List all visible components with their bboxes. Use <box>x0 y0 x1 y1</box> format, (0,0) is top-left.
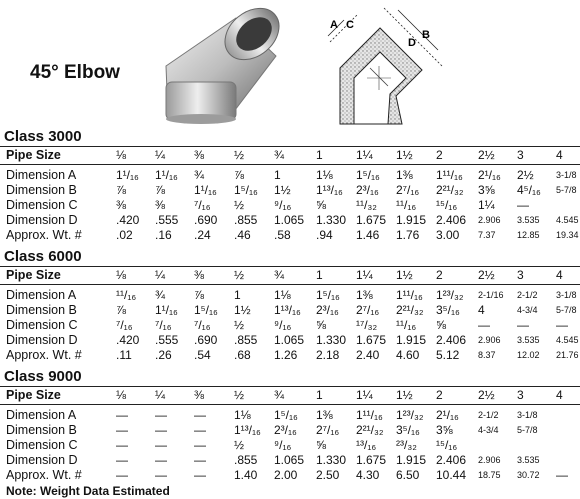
table-cell: 3.535 <box>517 335 540 345</box>
pipe-size-cell: 2 <box>436 148 443 162</box>
table-cell: 1.675 <box>356 213 387 227</box>
table-cell: 1¹/₁₆ <box>194 183 217 197</box>
table-cell: .16 <box>155 228 172 242</box>
table-cell: 1⁵/₁₆ <box>194 303 218 317</box>
table-cell: 3.535 <box>517 215 540 225</box>
table-cell: 1.065 <box>274 453 305 467</box>
table-cell: 3-1/8 <box>517 410 538 420</box>
class-title: Class 3000 <box>4 128 82 145</box>
pipe-size-cell: ⅜ <box>194 268 205 282</box>
table-row <box>0 168 580 182</box>
table-cell: ¹⁵/₁₆ <box>436 198 458 212</box>
pipe-size-cell: 2½ <box>478 268 495 282</box>
table-row <box>0 438 580 452</box>
table-cell: 2½ <box>517 168 534 182</box>
table-cell: 3⁵/₁₆ <box>396 423 420 437</box>
table-cell: 1¹¹/₁₆ <box>396 288 423 302</box>
table-cell: 18.75 <box>478 470 501 480</box>
table-cell: ²³/₃₂ <box>396 438 417 452</box>
table-cell: .690 <box>194 333 218 347</box>
table-cell: 1⅜ <box>316 408 333 422</box>
table-cell: 1½ <box>274 183 291 197</box>
table-row <box>0 453 580 467</box>
table-cell: 2³/₁₆ <box>316 303 339 317</box>
table-cell: 4 <box>478 303 485 317</box>
table-cell: 7.37 <box>478 230 496 240</box>
table-cell: 2.406 <box>436 213 467 227</box>
table-cell: 2⁷/₁₆ <box>396 183 420 197</box>
table-cell: 5-7/8 <box>556 185 577 195</box>
label-a: A <box>330 19 338 31</box>
pipe-size-cell: ¾ <box>274 148 285 162</box>
table-cell: .855 <box>234 453 258 467</box>
table-cell: 1⁵/₁₆ <box>274 408 298 422</box>
table-cell: .68 <box>234 348 251 362</box>
table-cell: 1.915 <box>396 333 427 347</box>
table-cell: .420 <box>116 213 140 227</box>
table-cell: 1.065 <box>274 213 305 227</box>
table-cell: 10.44 <box>436 468 467 482</box>
table-cell: 2²¹/₃₂ <box>436 183 464 197</box>
table-row <box>0 333 580 347</box>
table-cell: 4.30 <box>356 468 380 482</box>
table-cell: — <box>478 318 490 332</box>
table-cell: ⅞ <box>116 303 127 317</box>
table-cell: .420 <box>116 333 140 347</box>
table-cell: 3-1/8 <box>556 290 577 300</box>
table-cell: 5.12 <box>436 348 460 362</box>
header-label: Pipe Size <box>6 268 61 282</box>
table-cell: 2.406 <box>436 453 467 467</box>
pipe-size-cell: 1½ <box>396 148 413 162</box>
pipe-size-cell: 2 <box>436 268 443 282</box>
table-cell: ½ <box>234 198 245 212</box>
table-cell: .855 <box>234 213 258 227</box>
table-cell: 1.26 <box>274 348 298 362</box>
table-cell: ⅝ <box>316 438 327 452</box>
pipe-size-cell: 3 <box>517 148 524 162</box>
table-cell: 2.18 <box>316 348 340 362</box>
table-cell: 1 <box>274 168 281 182</box>
table-cell: ¹⁵/₁₆ <box>436 438 458 452</box>
table-cell: 2³/₁₆ <box>274 423 297 437</box>
table-cell: — <box>194 408 206 422</box>
row-label: Dimension D <box>6 333 78 347</box>
table-cell: .46 <box>234 228 251 242</box>
row-label: Dimension A <box>6 408 77 422</box>
table-cell: 1.76 <box>396 228 420 242</box>
table-cell: 3.00 <box>436 228 460 242</box>
table-cell: 1¹/₁₆ <box>116 168 139 182</box>
table-cell: ⁷/₁₆ <box>194 198 211 212</box>
pipe-size-cell: ½ <box>234 268 245 282</box>
pipe-size-cell: ⅜ <box>194 148 205 162</box>
table-cell: 4.60 <box>396 348 420 362</box>
header-row <box>0 386 580 405</box>
table-cell: .855 <box>234 333 258 347</box>
table-cell: 5-7/8 <box>556 305 577 315</box>
table-cell: 1¹¹/₁₆ <box>356 408 383 422</box>
table-cell: ½ <box>234 438 245 452</box>
table-cell: ⁷/₁₆ <box>155 318 172 332</box>
table-cell: 1⅛ <box>274 288 291 302</box>
dimension-drawing <box>318 2 450 128</box>
pipe-size-cell: ¼ <box>155 148 166 162</box>
table-cell: 1¹³/₁₆ <box>234 423 261 437</box>
table-cell: ½ <box>234 318 245 332</box>
table-cell: 3⅝ <box>436 423 453 437</box>
table-cell: 3-1/8 <box>556 170 577 180</box>
table-cell: 1.065 <box>274 333 305 347</box>
row-label: Approx. Wt. # <box>6 228 82 242</box>
pipe-size-cell: 2 <box>436 388 443 402</box>
table-cell: 12.85 <box>517 230 540 240</box>
table-cell: 1⅛ <box>234 408 251 422</box>
table-cell: ⅞ <box>194 288 205 302</box>
header-row <box>0 266 580 285</box>
table-cell: .02 <box>116 228 133 242</box>
table-cell: ¹¹/₁₆ <box>396 198 417 212</box>
table-cell: 8.37 <box>478 350 496 360</box>
pipe-size-cell: 2½ <box>478 388 495 402</box>
table-row <box>0 228 580 242</box>
table-cell: .58 <box>274 228 291 242</box>
table-cell: ¹¹/₁₆ <box>396 318 417 332</box>
table-cell: .54 <box>194 348 211 362</box>
table-cell: 2.406 <box>436 333 467 347</box>
table-cell: ⁹/₁₆ <box>274 198 292 212</box>
header-label: Pipe Size <box>6 148 61 162</box>
table-row <box>0 288 580 302</box>
table-cell: — <box>155 408 167 422</box>
table-cell: 2⁷/₁₆ <box>316 423 340 437</box>
table-row <box>0 423 580 437</box>
table-cell: .26 <box>155 348 172 362</box>
table-cell: 1.330 <box>316 213 347 227</box>
table-cell: 2-1/2 <box>517 290 538 300</box>
table-cell: 4.545 <box>556 335 579 345</box>
table-cell: 19.34 <box>556 230 579 240</box>
table-cell: ¾ <box>194 168 205 182</box>
pipe-size-cell: 1 <box>316 268 323 282</box>
table-cell: — <box>116 423 128 437</box>
table-cell: — <box>556 468 568 482</box>
table-cell: .555 <box>155 333 179 347</box>
table-cell: 2.906 <box>478 215 501 225</box>
table-cell: 21.76 <box>556 350 579 360</box>
table-cell: 1⁵/₁₆ <box>316 288 340 302</box>
pipe-size-cell: 1¼ <box>356 388 373 402</box>
table-cell: 2-1/2 <box>478 410 499 420</box>
table-cell: 1 <box>234 288 241 302</box>
table-cell: 2.906 <box>478 455 501 465</box>
table-cell: 1.675 <box>356 453 387 467</box>
table-cell: 1²³/₃₂ <box>396 408 424 422</box>
pipe-size-cell: ¾ <box>274 268 285 282</box>
table-cell: 2.00 <box>274 468 298 482</box>
pipe-size-cell: ⅛ <box>116 268 127 282</box>
table-cell: 1⅛ <box>316 168 333 182</box>
table-cell: 2¹/₁₆ <box>478 168 501 182</box>
table-cell: — <box>517 198 529 212</box>
table-cell: ⅝ <box>436 318 447 332</box>
table-cell: .555 <box>155 213 179 227</box>
pipe-size-cell: 4 <box>556 388 563 402</box>
table-row <box>0 318 580 332</box>
header-row <box>0 146 580 165</box>
table-cell: 1.46 <box>356 228 380 242</box>
table-row <box>0 408 580 422</box>
table-cell: 2³/₁₆ <box>356 183 379 197</box>
table-cell: — <box>517 318 529 332</box>
pipe-size-cell: 1¼ <box>356 148 373 162</box>
table-cell: 3.535 <box>517 455 540 465</box>
pipe-size-cell: 1 <box>316 388 323 402</box>
table-cell: 6.50 <box>396 468 420 482</box>
pipe-size-cell: ½ <box>234 388 245 402</box>
table-cell: 1¼ <box>478 198 495 212</box>
table-cell: ¹⁷/₃₂ <box>356 318 378 332</box>
pipe-size-cell: ¼ <box>155 388 166 402</box>
page-title: 45° Elbow <box>30 62 120 83</box>
table-cell: ¹³/₁₆ <box>356 438 377 452</box>
pipe-size-cell: 1½ <box>396 268 413 282</box>
table-cell: ⁹/₁₆ <box>274 318 292 332</box>
table-cell: ⅝ <box>316 198 327 212</box>
table-cell: 2¹/₁₆ <box>436 408 459 422</box>
table-cell: ¹¹/₃₂ <box>356 198 377 212</box>
row-label: Dimension C <box>6 318 78 332</box>
elbow-photo <box>148 4 288 124</box>
pipe-size-cell: ⅛ <box>116 148 127 162</box>
table-cell: ⅞ <box>155 183 166 197</box>
pipe-size-cell: ⅜ <box>194 388 205 402</box>
table-cell: — <box>116 408 128 422</box>
table-cell: 5-7/8 <box>517 425 538 435</box>
table-cell: 1.330 <box>316 333 347 347</box>
table-cell: 1¹/₁₆ <box>155 168 178 182</box>
table-cell: ⁹/₁₆ <box>274 438 292 452</box>
table-row <box>0 213 580 227</box>
table-row <box>0 348 580 362</box>
pipe-size-cell: 4 <box>556 148 563 162</box>
table-cell: — <box>155 453 167 467</box>
table-cell: — <box>194 468 206 482</box>
table-cell: 4-3/4 <box>517 305 538 315</box>
table-cell: ⅞ <box>116 183 127 197</box>
table-cell: 2.40 <box>356 348 380 362</box>
header-label: Pipe Size <box>6 388 61 402</box>
pipe-size-cell: ⅛ <box>116 388 127 402</box>
table-cell: — <box>116 438 128 452</box>
table-cell: 1¹/₁₆ <box>155 303 178 317</box>
table-cell: 1⁵/₁₆ <box>356 168 380 182</box>
table-row <box>0 468 580 482</box>
pipe-size-cell: 1 <box>316 148 323 162</box>
table-cell: 1.915 <box>396 453 427 467</box>
table-row <box>0 198 580 212</box>
label-c: C <box>346 19 354 31</box>
table-cell: ¾ <box>155 288 166 302</box>
table-row <box>0 183 580 197</box>
table-cell: 1²³/₃₂ <box>436 288 464 302</box>
table-cell: 1¹³/₁₆ <box>274 303 301 317</box>
row-label: Approx. Wt. # <box>6 468 82 482</box>
table-cell: 3⁵/₁₆ <box>436 303 460 317</box>
row-label: Dimension D <box>6 213 78 227</box>
pipe-size-cell: 2½ <box>478 148 495 162</box>
table-cell: 2²¹/₃₂ <box>396 303 424 317</box>
table-cell: ⅞ <box>234 168 245 182</box>
row-label: Dimension D <box>6 453 78 467</box>
table-cell: ⅜ <box>155 198 166 212</box>
row-label: Dimension A <box>6 288 77 302</box>
header <box>0 0 580 128</box>
pipe-size-cell: ¼ <box>155 268 166 282</box>
table-row <box>0 303 580 317</box>
pipe-size-cell: 3 <box>517 268 524 282</box>
row-label: Dimension B <box>6 423 77 437</box>
table-cell: — <box>194 453 206 467</box>
label-b: B <box>422 29 430 41</box>
row-label: Dimension B <box>6 303 77 317</box>
pipe-size-cell: 3 <box>517 388 524 402</box>
row-label: Dimension B <box>6 183 77 197</box>
table-cell: 1.915 <box>396 213 427 227</box>
table-cell: 2⁷/₁₆ <box>356 303 380 317</box>
table-cell: — <box>155 438 167 452</box>
table-cell: 4.545 <box>556 215 579 225</box>
table-cell: ⅝ <box>316 318 327 332</box>
table-cell: — <box>194 438 206 452</box>
table-cell: 4⁵/₁₆ <box>517 183 541 197</box>
table-cell: — <box>116 453 128 467</box>
table-cell: 1⅜ <box>396 168 413 182</box>
table-cell: 1.40 <box>234 468 258 482</box>
label-d: D <box>408 37 416 49</box>
table-cell: .11 <box>116 348 132 362</box>
pipe-size-cell: 4 <box>556 268 563 282</box>
table-cell: 2²¹/₃₂ <box>356 423 384 437</box>
table-cell: .690 <box>194 213 218 227</box>
table-cell: 3⅝ <box>478 183 495 197</box>
table-cell: — <box>116 468 128 482</box>
class-title: Class 9000 <box>4 368 82 385</box>
pipe-size-cell: ½ <box>234 148 245 162</box>
table-cell: ¹¹/₁₆ <box>116 288 137 302</box>
table-cell: ⁷/₁₆ <box>116 318 133 332</box>
table-cell: 2.906 <box>478 335 501 345</box>
table-cell: ⁷/₁₆ <box>194 318 211 332</box>
row-label: Dimension C <box>6 438 78 452</box>
table-cell: 1½ <box>234 303 251 317</box>
row-label: Dimension A <box>6 168 77 182</box>
table-cell: .94 <box>316 228 333 242</box>
table-cell: 1.330 <box>316 453 347 467</box>
table-cell: 4-3/4 <box>478 425 499 435</box>
pipe-size-cell: ¾ <box>274 388 285 402</box>
table-cell: 30.72 <box>517 470 540 480</box>
table-cell: 12.02 <box>517 350 540 360</box>
table-cell: — <box>194 423 206 437</box>
pipe-size-cell: 1¼ <box>356 268 373 282</box>
table-cell: 1¹³/₁₆ <box>316 183 343 197</box>
row-label: Approx. Wt. # <box>6 348 82 362</box>
class-title: Class 6000 <box>4 248 82 265</box>
table-cell: 1⅜ <box>356 288 373 302</box>
table-cell: 1⁵/₁₆ <box>234 183 258 197</box>
table-cell: 1¹¹/₁₆ <box>436 168 463 182</box>
table-cell: ⅜ <box>116 198 127 212</box>
table-cell: — <box>556 318 568 332</box>
pipe-size-cell: 1½ <box>396 388 413 402</box>
table-cell: — <box>155 468 167 482</box>
table-cell: 1.675 <box>356 333 387 347</box>
table-cell: — <box>155 423 167 437</box>
footnote: Note: Weight Data Estimated <box>6 484 170 498</box>
table-cell: 2-1/16 <box>478 290 504 300</box>
row-label: Dimension C <box>6 198 78 212</box>
table-cell: .24 <box>194 228 211 242</box>
table-cell: 2.50 <box>316 468 340 482</box>
